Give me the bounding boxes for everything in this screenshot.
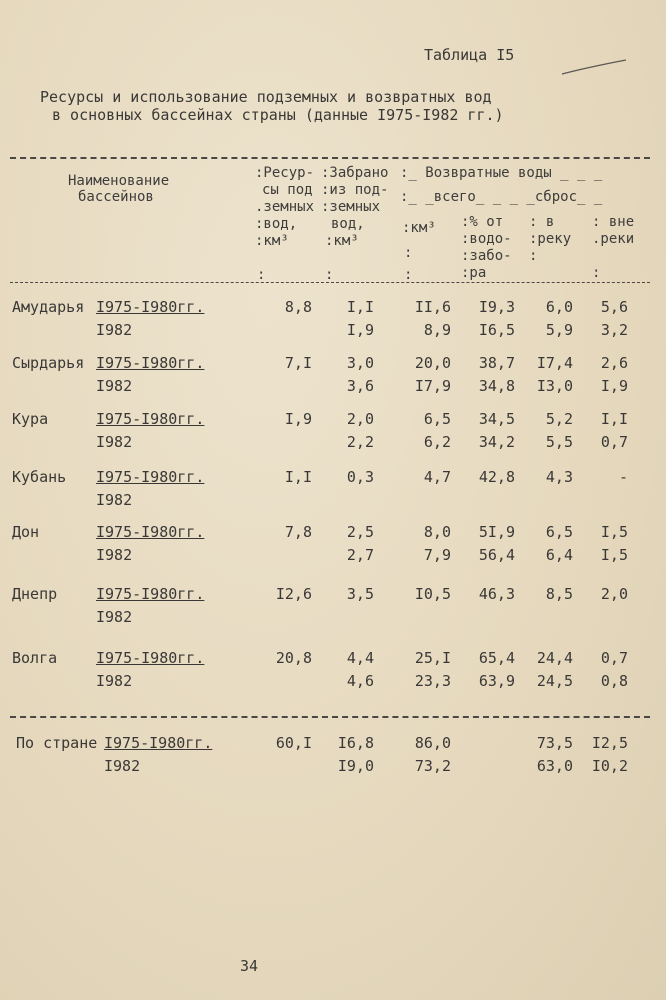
table-cell: I,I: [284, 468, 312, 486]
table-cell: 34,2: [478, 433, 515, 451]
total-top-rule: [10, 716, 650, 718]
table-cell: I9,3: [478, 298, 515, 316]
table-cell: 25,I: [414, 649, 451, 667]
header-return-subgroup: :_ _всего_ _ _ _сброс_ _: [400, 189, 603, 205]
header-resources-4: :вод,: [255, 216, 298, 232]
table-cell: 0,3: [346, 468, 374, 486]
table-cell: 8,0: [423, 523, 451, 541]
table-cell: I0,2: [591, 757, 628, 775]
period-label: I975-I980гг.: [96, 410, 205, 428]
header-resources-5: :км³: [255, 233, 289, 249]
period-label: I982: [96, 608, 133, 626]
table-cell: 2,2: [346, 433, 374, 451]
table-cell: II,6: [414, 298, 451, 316]
header-total-km3-1: :км³: [402, 220, 436, 236]
table-cell: 34,8: [478, 377, 515, 395]
table-cell: 6,0: [545, 298, 573, 316]
page-number: 34: [240, 957, 259, 975]
table-cell: 8,9: [423, 321, 451, 339]
table-cell: I9,0: [337, 757, 374, 775]
table-cell: I6,8: [337, 734, 374, 752]
table-cell: 4,7: [423, 468, 451, 486]
period-label: I975-I980гг.: [96, 523, 205, 541]
table-cell: I2,5: [591, 734, 628, 752]
table-cell: 42,8: [478, 468, 515, 486]
table-cell: I0,5: [414, 585, 451, 603]
period-label: I975-I980гг.: [96, 354, 205, 372]
table-cell: 2,0: [346, 410, 374, 428]
table-cell: 4,3: [545, 468, 573, 486]
header-total-km3-2: :: [404, 245, 413, 261]
table-cell: 34,5: [478, 410, 515, 428]
header-name-line1: Наименование: [68, 173, 170, 189]
table-cell: 6,5: [545, 523, 573, 541]
header-top-rule: [10, 157, 650, 159]
header-withdrawn-4: вод,: [331, 216, 365, 232]
table-cell: 60,I: [275, 734, 312, 752]
table-cell: 7,8: [284, 523, 312, 541]
period-label: I975-I980гг.: [96, 298, 205, 316]
table-cell: 5,6: [600, 298, 628, 316]
table-cell: 73,2: [414, 757, 451, 775]
header-outside-1: : вне: [592, 214, 635, 230]
basin-name: Сырдарья: [12, 354, 85, 372]
basin-name: Днепр: [12, 585, 58, 603]
table-cell: I7,9: [414, 377, 451, 395]
table-cell: 7,9: [423, 546, 451, 564]
table-title-line2: в основных бассейнах страны (данные I975-I982 гг.): [52, 106, 504, 124]
table-cell: 20,8: [275, 649, 312, 667]
header-withdrawn-2: :из под-: [321, 182, 389, 198]
header-return-group: :_ Возвратные воды _ _ _: [400, 165, 603, 181]
header-river-1: : в: [529, 214, 555, 230]
table-cell: 3,2: [600, 321, 628, 339]
header-resources-3: .земных: [255, 199, 315, 215]
table-cell: 5,2: [545, 410, 573, 428]
period-label: I975-I980гг.: [96, 649, 205, 667]
table-cell: I,I: [346, 298, 374, 316]
table-cell: 2,6: [600, 354, 628, 372]
period-label: I975-I980гг.: [96, 468, 205, 486]
table-cell: 65,4: [478, 649, 515, 667]
header-resources-2: сы под: [262, 182, 313, 198]
table-cell: 8,8: [284, 298, 312, 316]
table-cell: -: [618, 468, 628, 486]
pen-stroke-decoration: [560, 58, 630, 78]
table-cell: 63,9: [478, 672, 515, 690]
table-cell: I3,0: [536, 377, 573, 395]
table-cell: 0,7: [600, 649, 628, 667]
period-label: I982: [104, 757, 141, 775]
basin-name: Кубань: [12, 468, 67, 486]
header-pct-3: :забо-: [461, 248, 512, 264]
period-label: I982: [96, 546, 133, 564]
table-cell: 86,0: [414, 734, 451, 752]
table-cell: 0,8: [600, 672, 628, 690]
basin-name: Волга: [12, 649, 58, 667]
header-pct-4: :ра: [461, 265, 487, 281]
header-resources-1: :Ресур-: [255, 165, 315, 181]
header-withdrawn-3: :земных: [321, 199, 381, 215]
table-cell: 63,0: [536, 757, 573, 775]
table-cell: 5,9: [545, 321, 573, 339]
period-label: I982: [96, 377, 133, 395]
basin-name: Кура: [12, 410, 49, 428]
header-pct-2: :водо-: [461, 231, 512, 247]
table-cell: 24,5: [536, 672, 573, 690]
table-cell: 2,0: [600, 585, 628, 603]
table-cell: I,9: [600, 377, 628, 395]
table-cell: 4,4: [346, 649, 374, 667]
table-cell: 3,5: [346, 585, 374, 603]
table-cell: 46,3: [478, 585, 515, 603]
table-cell: 3,6: [346, 377, 374, 395]
period-label: I975-I980гг.: [104, 734, 213, 752]
table-cell: 0,7: [600, 433, 628, 451]
table-cell: 5I,9: [478, 523, 515, 541]
table-cell: 8,5: [545, 585, 573, 603]
header-withdrawn-1: :Забрано: [321, 165, 389, 181]
table-cell: 56,4: [478, 546, 515, 564]
period-label: I975-I980гг.: [96, 585, 205, 603]
period-label: I982: [96, 321, 133, 339]
header-withdrawn-5: :км³: [325, 233, 359, 249]
header-pct-1: :% от: [461, 214, 504, 230]
table-cell: I,5: [600, 546, 628, 564]
table-cell: 73,5: [536, 734, 573, 752]
table-cell: 6,2: [423, 433, 451, 451]
table-cell: 24,4: [536, 649, 573, 667]
table-cell: 6,4: [545, 546, 573, 564]
header-name-line2: бассейнов: [78, 189, 154, 205]
period-label: I982: [96, 672, 133, 690]
table-cell: I,5: [600, 523, 628, 541]
header-river-2: :реку: [529, 231, 572, 247]
basin-name: По стране: [16, 734, 98, 752]
table-cell: 7,I: [284, 354, 312, 372]
table-cell: 3,0: [346, 354, 374, 372]
table-cell: I7,4: [536, 354, 573, 372]
table-cell: 6,5: [423, 410, 451, 428]
table-cell: I,9: [346, 321, 374, 339]
table-cell: 20,0: [414, 354, 451, 372]
table-cell: I2,6: [275, 585, 312, 603]
header-resources-6: :: [257, 267, 266, 283]
table-caption: Таблица I5: [424, 46, 515, 64]
basin-name: Дон: [12, 523, 40, 541]
table-title-line1: Ресурсы и использование подземных и возвратных вод: [40, 88, 492, 106]
header-outside-3: :: [592, 265, 601, 281]
table-cell: I,9: [284, 410, 312, 428]
table-cell: I6,5: [478, 321, 515, 339]
table-cell: 5,5: [545, 433, 573, 451]
header-river-3: :: [529, 248, 538, 264]
period-label: I982: [96, 491, 133, 509]
table-cell: 23,3: [414, 672, 451, 690]
header-bottom-rule: [10, 282, 650, 283]
table-cell: 4,6: [346, 672, 374, 690]
basin-name: Амударья: [12, 298, 85, 316]
header-total-km3-3: :: [404, 267, 413, 283]
header-withdrawn-6: :: [325, 267, 334, 283]
table-cell: I,I: [600, 410, 628, 428]
header-outside-2: .реки: [592, 231, 635, 247]
table-cell: 2,7: [346, 546, 374, 564]
table-cell: 38,7: [478, 354, 515, 372]
table-cell: 2,5: [346, 523, 374, 541]
period-label: I982: [96, 433, 133, 451]
